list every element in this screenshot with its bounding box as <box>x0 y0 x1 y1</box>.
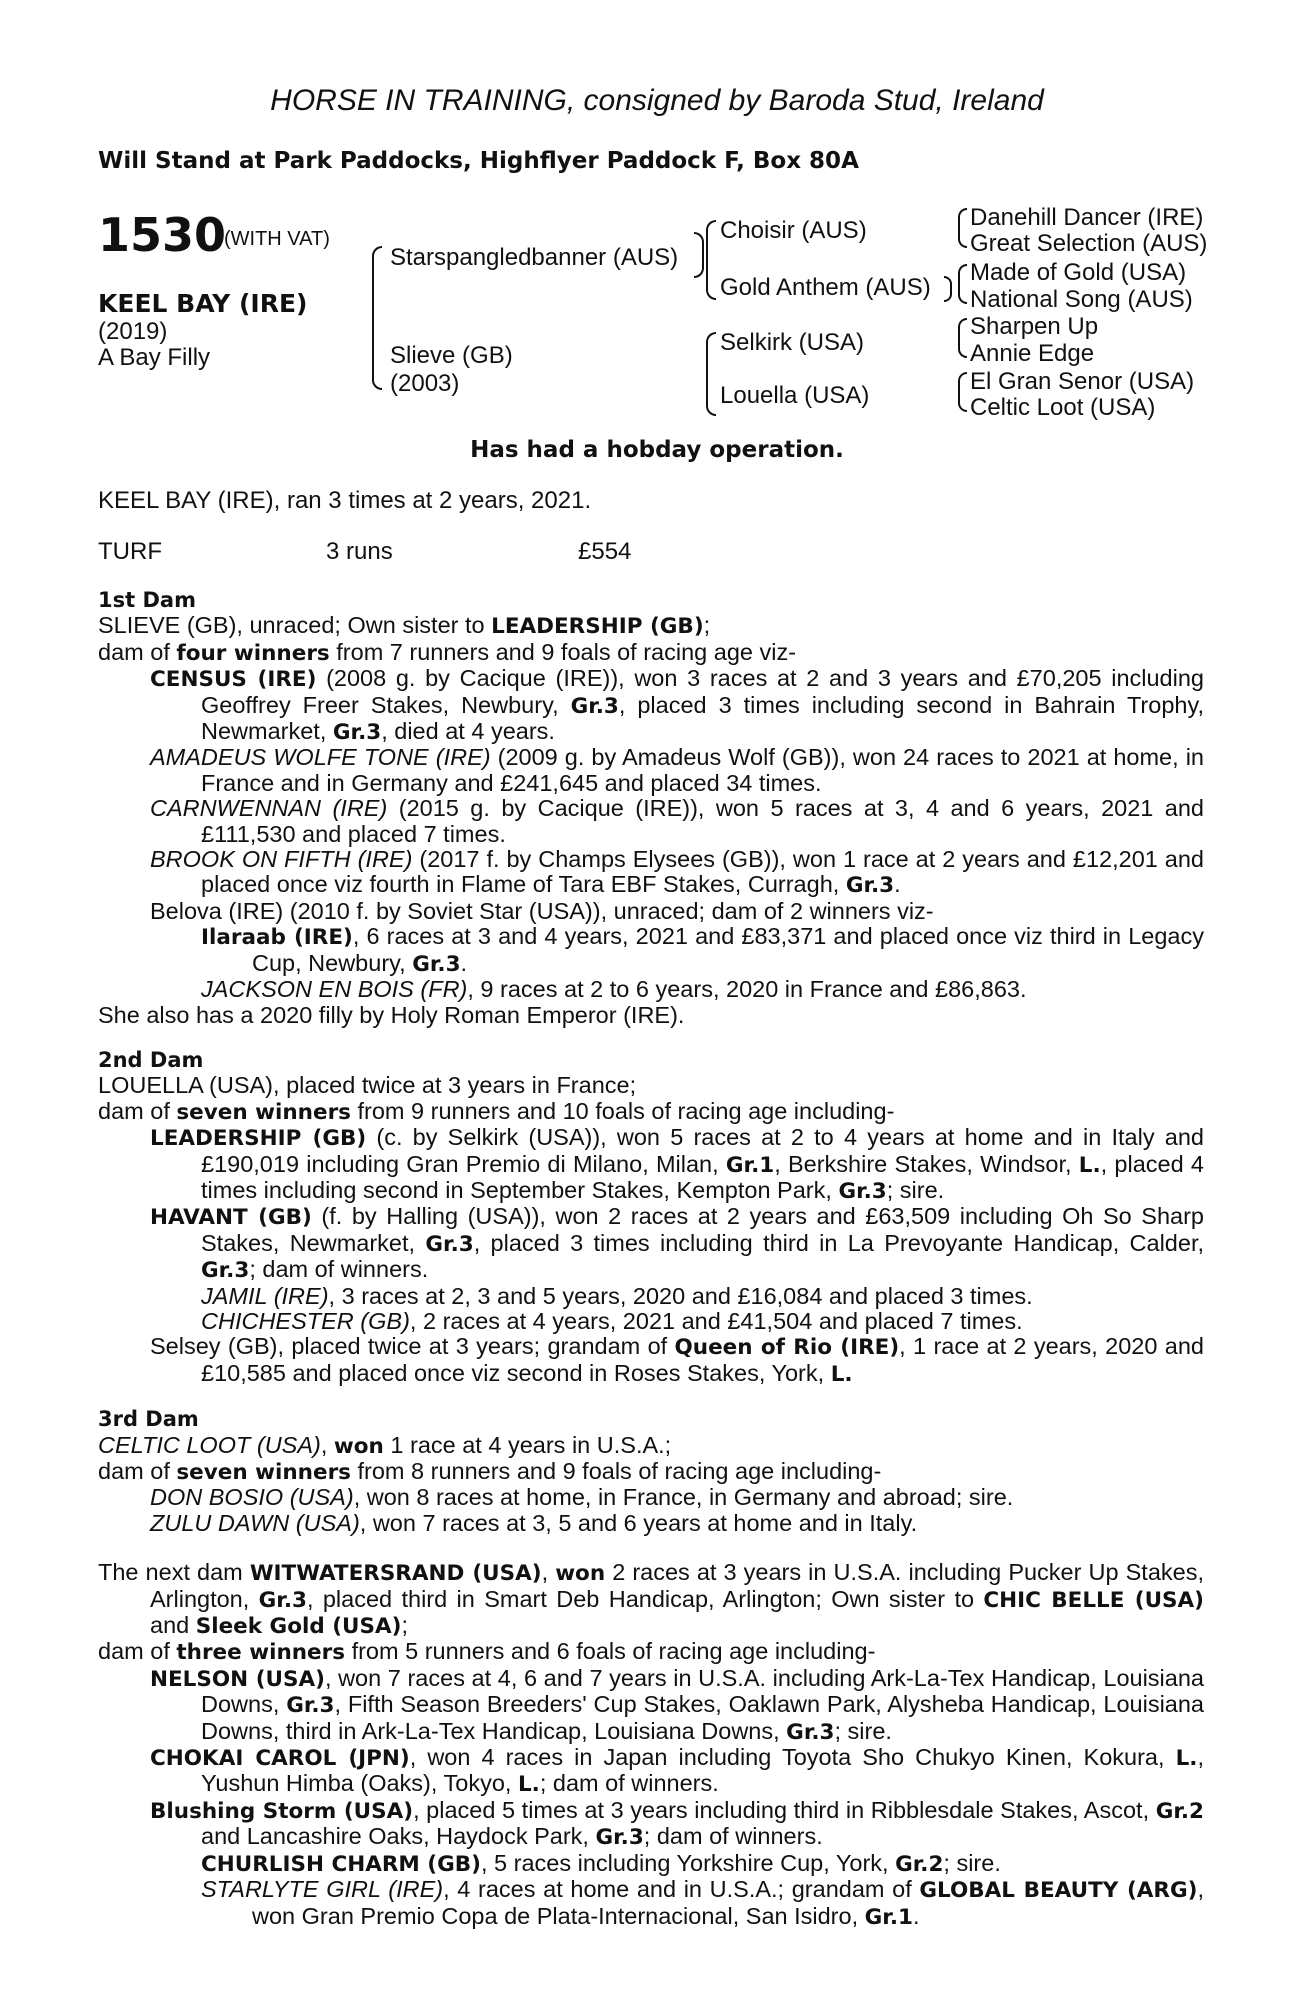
pedigree-brace-sire-dam <box>372 246 382 390</box>
dam-produce-line: dam of seven winners from 8 runners and 9 foals of racing age including- <box>98 1458 882 1485</box>
produce-entry: DON BOSIO (USA), won 8 races at home, in France, in Germany and abroad; sire. <box>150 1484 1014 1511</box>
pedigree-sire-dam-dam: National Song (AUS) <box>970 286 1193 313</box>
dam-produce-line: dam of seven winners from 9 runners and 10 foals of racing age including- <box>98 1097 895 1125</box>
pedigree-dam-sire: Selkirk (USA) <box>720 329 865 356</box>
first-dam-section <box>98 588 1204 1028</box>
pedigree-brace-sd-r <box>944 276 952 302</box>
pedigree-sire: Starspangledbanner (AUS) <box>390 244 679 271</box>
record-runs: 3 runs <box>326 538 393 565</box>
dam-produce-line: dam of four winners from 7 runners and 9 foals of racing age viz- <box>98 638 797 666</box>
catalogue-body <box>98 588 1204 1930</box>
dam-line: CELTIC LOOT (USA), won 1 race at 4 years in U.S.A.; <box>98 1431 672 1459</box>
dam-line: LOUELLA (USA), placed twice at 3 years in France; <box>98 1072 637 1099</box>
pedigree-dam-dam-sire: El Gran Senor (USA) <box>970 368 1195 395</box>
section-heading: 2nd Dam <box>98 1047 204 1072</box>
produce-entry: CENSUS (IRE) (2008 g. by Cacique (IRE)), won 3 races at 2 and 3 years and £70,205 including Geoffrey Freer Stakes, Newbury, Gr.3, placed 3 times including second in Bahrain Trophy, Newmarket, Gr.3, died at 4 years. <box>150 665 1204 746</box>
lot-number: 1530 <box>98 208 227 262</box>
record-earnings: £554 <box>578 538 632 565</box>
produce-entry: CARNWENNAN (IRE) (2015 g. by Cacique (IRE)), won 5 races at 3, 4 and 6 years, 2021 and £111,530 and placed 7 times. <box>150 795 1205 847</box>
pedigree-dam: Slieve (GB) <box>390 342 513 369</box>
grandproduce-entry: CHURLISH CHARM (GB), 5 races including Yorkshire Cup, York, Gr.2; sire. <box>201 1849 1001 1877</box>
page-title: HORSE IN TRAINING, consigned by Baroda Stud, Ireland <box>270 84 1044 117</box>
section-heading: 3rd Dam <box>98 1407 199 1432</box>
grandproduce-entry: JAMIL (IRE), 3 races at 2, 3 and 5 years, 2020 and £16,084 and placed 3 times. <box>201 1282 1033 1309</box>
pedigree-dam-year: (2003) <box>390 370 460 397</box>
dam-produce-line: dam of three winners from 5 runners and 6 foals of racing age including- <box>98 1638 876 1666</box>
produce-entry: ZULU DAWN (USA), won 7 races at 3, 5 and 6 years at home and in Italy. <box>150 1509 918 1536</box>
produce-entry: Selsey (GB), placed twice at 3 years; grandam of Queen of Rio (IRE), 1 race at 2 years, 2020 and £10,585 and placed once viz second in Roses Stakes, York, L. <box>150 1333 1204 1387</box>
section-heading: 1st Dam <box>98 588 196 612</box>
vat-note: (WITH VAT) <box>224 228 330 250</box>
second-dam-section <box>98 1048 1204 1387</box>
produce-entry: CHOKAI CAROL (JPN), won 4 races in Japan including Toyota Sho Chukyo Kinen, Kokura, L., Yushun Himba (Oaks), Tokyo, L.; dam of winners. <box>150 1744 1204 1798</box>
pedigree-sire-dam: Gold Anthem (AUS) <box>720 274 931 301</box>
pedigree-sire-sire: Choisir (AUS) <box>720 217 867 244</box>
third-dam-section <box>98 1407 1204 1536</box>
produce-entry: AMADEUS WOLFE TONE (IRE) (2009 g. by Amadeus Wolf (GB)), won 24 races to 2021 at home, in France and in Germany and £241,645 and placed 34 times. <box>150 744 1204 796</box>
produce-entry: LEADERSHIP (GB) (c. by Selkirk (USA)), won 5 races at 2 to 4 years at home and in Italy and £190,019 including Gran Premio di Milano, Milan, Gr.1, Berkshire Stakes, Windsor, L., placed 4 times including second in September Stakes, Kempton Park, Gr.3; sire. <box>150 1124 1204 1204</box>
produce-entry: BROOK ON FIFTH (IRE) (2017 f. by Champs Elysees (GB)), won 1 race at 2 years and £12,201 and placed once viz fourth in Flame of Tara EBF Stakes, Curragh, Gr.3. <box>150 846 1205 899</box>
pedigree-sire-sire-dam: Great Selection (AUS) <box>970 230 1208 257</box>
hobday-note: Has had a hobday operation. <box>470 437 844 463</box>
grandproduce-entry: JACKSON EN BOIS (FR), 9 races at 2 to 6 years, 2020 in France and £86,863. <box>201 976 1027 1003</box>
pedigree-dam-dam: Louella (USA) <box>720 382 870 409</box>
additional-produce: She also has a 2020 filly by Holy Roman Emperor (IRE). <box>98 1001 685 1028</box>
next-dam-section <box>98 1560 1204 1930</box>
horse-description: A Bay Filly <box>98 344 211 371</box>
grandproduce-entry: STARLYTE GIRL (IRE), 4 races at home and in U.S.A.; grandam of GLOBAL BEAUTY (ARG), won Gran Premio Copa de Plata-Internacional, San Isidro, Gr.1. <box>201 1876 1204 1930</box>
pedigree-brace-ss <box>958 208 967 248</box>
foaling-year: (2019) <box>98 318 168 345</box>
next-dam-line: The next dam WITWATERSRAND (USA), won 2 races at 3 years in U.S.A. including Pucker Up Stakes, Arlington, Gr.3, placed third in Smart Deb Handicap, Arlington; Own sister to CHIC BELLE (USA) and Sleek Gold (USA); <box>98 1559 1204 1640</box>
pedigree-sire-dam-sire: Made of Gold (USA) <box>970 259 1187 286</box>
pedigree-brace-sire-parents <box>706 220 716 300</box>
dam-line: SLIEVE (GB), unraced; Own sister to LEADERSHIP (GB); <box>98 612 711 640</box>
pedigree-dam-sire-sire: Sharpen Up <box>970 313 1099 340</box>
produce-entry: Belova (IRE) (2010 f. by Soviet Star (USA)), unraced; dam of 2 winners viz- <box>150 897 934 924</box>
pedigree-dam-sire-dam: Annie Edge <box>970 340 1095 367</box>
horse-name: KEEL BAY (IRE) <box>98 289 308 318</box>
produce-entry: Blushing Storm (USA), placed 5 times at 3 years including third in Ribblesdale Stakes, Ascot, Gr.2 and Lancashire Oaks, Haydock Park, Gr.3; dam of winners. <box>150 1796 1204 1851</box>
produce-entry: NELSON (USA), won 7 races at 4, 6 and 7 years in U.S.A. including Ark-La-Tex Handicap, Louisiana Downs, Gr.3, Fifth Season Breeders' Cup Stakes, Oaklawn Park, Alysheba Handicap, Louisiana Downs, third in Ark-La-Tex Handicap, Louisiana Downs, Gr.3; sire. <box>150 1664 1205 1745</box>
pedigree-dam-dam-dam: Celtic Loot (USA) <box>970 394 1156 421</box>
pedigree-brace-ds <box>958 318 967 358</box>
pedigree-brace-dam-parents <box>706 332 716 416</box>
pedigree-brace-sd <box>958 264 967 304</box>
record-surface: TURF <box>98 538 162 565</box>
grandproduce-entry: Ilaraab (IRE), 6 races at 3 and 4 years, 2021 and £83,371 and placed once viz third in Legacy Cup, Newbury, Gr.3. <box>201 923 1204 977</box>
pedigree-sire-sire-sire: Danehill Dancer (IRE) <box>970 204 1204 231</box>
stand-location: Will Stand at Park Paddocks, Highflyer Paddock F, Box 80A <box>98 148 859 174</box>
pedigree-brace-dd <box>958 372 967 412</box>
produce-entry: HAVANT (GB) (f. by Halling (USA)), won 2 races at 2 years and £63,509 including Oh So Sharp Stakes, Newmarket, Gr.3, placed 3 times including third in La Prevoyante Handicap, Calder, Gr.3; dam of winners. <box>150 1203 1205 1284</box>
race-summary: KEEL BAY (IRE), ran 3 times at 2 years, 2021. <box>98 487 592 514</box>
pedigree-brace-sire-r <box>694 232 704 278</box>
grandproduce-entry: CHICHESTER (GB), 2 races at 4 years, 2021 and £41,504 and placed 7 times. <box>201 1307 1023 1334</box>
